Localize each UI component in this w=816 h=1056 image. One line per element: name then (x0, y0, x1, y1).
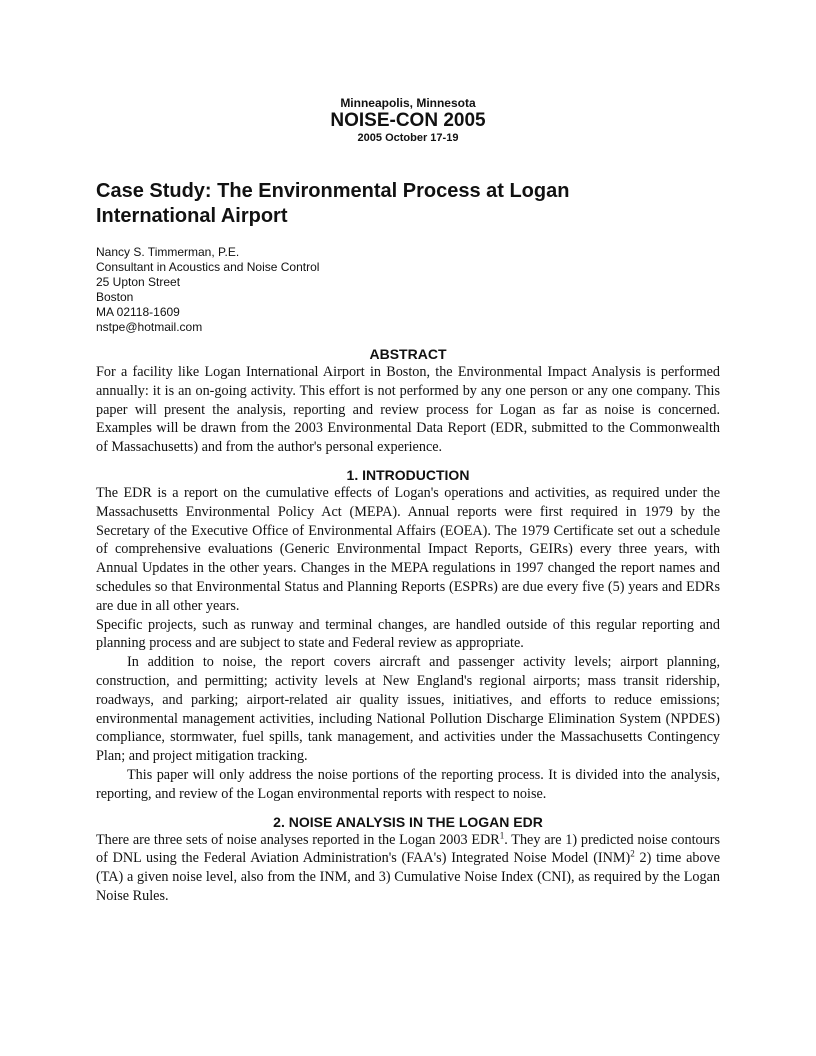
noise-analysis-heading: 2. NOISE ANALYSIS IN THE LOGAN EDR (273, 813, 543, 830)
author-affiliation: Consultant in Acoustics and Noise Control (96, 260, 320, 274)
conference-name: NOISE-CON 2005 (330, 110, 486, 131)
noise-analysis-paragraph (96, 831, 720, 906)
noise-analysis-text-b: . They are 1) predicted noise contours of DNL using the Federal Aviation Administration's (FAA's) Integrated Noise Model (INM) (96, 831, 720, 867)
conference-dates: 2005 October 17-19 (357, 132, 459, 144)
author-street: 25 Upton Street (96, 275, 181, 289)
author-state-zip: MA 02118-1609 (96, 305, 180, 319)
abstract-text: For a facility like Logan International Airport in Boston, the Environmental Impact Analysis is performed annually: it is an on-going activity. This effort is not performed by any one person or any one company. This paper will present the analysis, reporting and review process for Logan as far as noise is concerned. Examples will be drawn from the 2003 Environmental Data Report (EDR, submitted to the Commonwealth of Massachusetts) and from the author's personal experience. (96, 364, 720, 456)
introduction-paragraph-3: In addition to noise, the report covers aircraft and passenger activity levels; airport planning, construction, and permitting; activity levels at New England's regional airports; mass transit ridership, roadways, and parking; airport-related air quality issues, initiatives, and efforts to reduce emissions; environmental management activities, including National Pollution Discharge Elimination System (NPDES) compliance, stormwater, fuel spills, tank management, and activities under the Massachusetts Contingency Plan; and project mitigation tracking. (96, 654, 720, 765)
paper-title: Case Study: The Environmental Process at Logan International Airport (96, 180, 570, 227)
conference-location: Minneapolis, Minnesota (340, 96, 476, 110)
author-name: Nancy S. Timmerman, P.E. (96, 245, 240, 259)
footnote-ref-1: 1 (499, 829, 505, 840)
paper-page (96, 96, 720, 906)
introduction-paragraph-2: Specific projects, such as runway and terminal changes, are handled outside of this regular reporting and planning process and are subject to state and Federal review as appropriate. (96, 616, 720, 652)
author-city: Boston (96, 290, 134, 304)
introduction-heading: 1. INTRODUCTION (346, 466, 470, 483)
introduction-paragraph-4: This paper will only address the noise portions of the reporting process. It is divided into the analysis, reporting, and review of the Logan environmental reports with respect to noise. (96, 766, 720, 802)
conference-header (96, 96, 720, 145)
author-email: nstpe@hotmail.com (96, 320, 203, 334)
introduction-paragraph-1: The EDR is a report on the cumulative effects of Logan's operations and activities, as required under the Massachusetts Environmental Policy Act (MEPA). Annual reports were first required in 1979 by the Secretary of the Executive Office of Environmental Affairs (EOEA). The 1979 Certificate set out a schedule of comprehensive evaluations (Generic Environmental Impact Reports, GEIRs) every three years, with Annual Updates in the other years. Changes in the MEPA regulations in 1997 changed the report names and schedules so that Environmental Status and Planning Reports (ESPRs) are due every five (5) years and EDRs are due in all other years. (96, 484, 720, 614)
abstract-heading: ABSTRACT (369, 346, 447, 362)
noise-analysis-text-a: There are three sets of noise analyses reported in the Logan 2003 EDR (96, 831, 500, 848)
noise-analysis-text-c: 2) time above (TA) a given noise level, also from the INM, and 3) Cumulative Noise Index (CNI), as required by the Logan Noise Rules. (96, 850, 720, 904)
footnote-ref-2: 2 (630, 848, 635, 859)
author-block (96, 245, 720, 335)
